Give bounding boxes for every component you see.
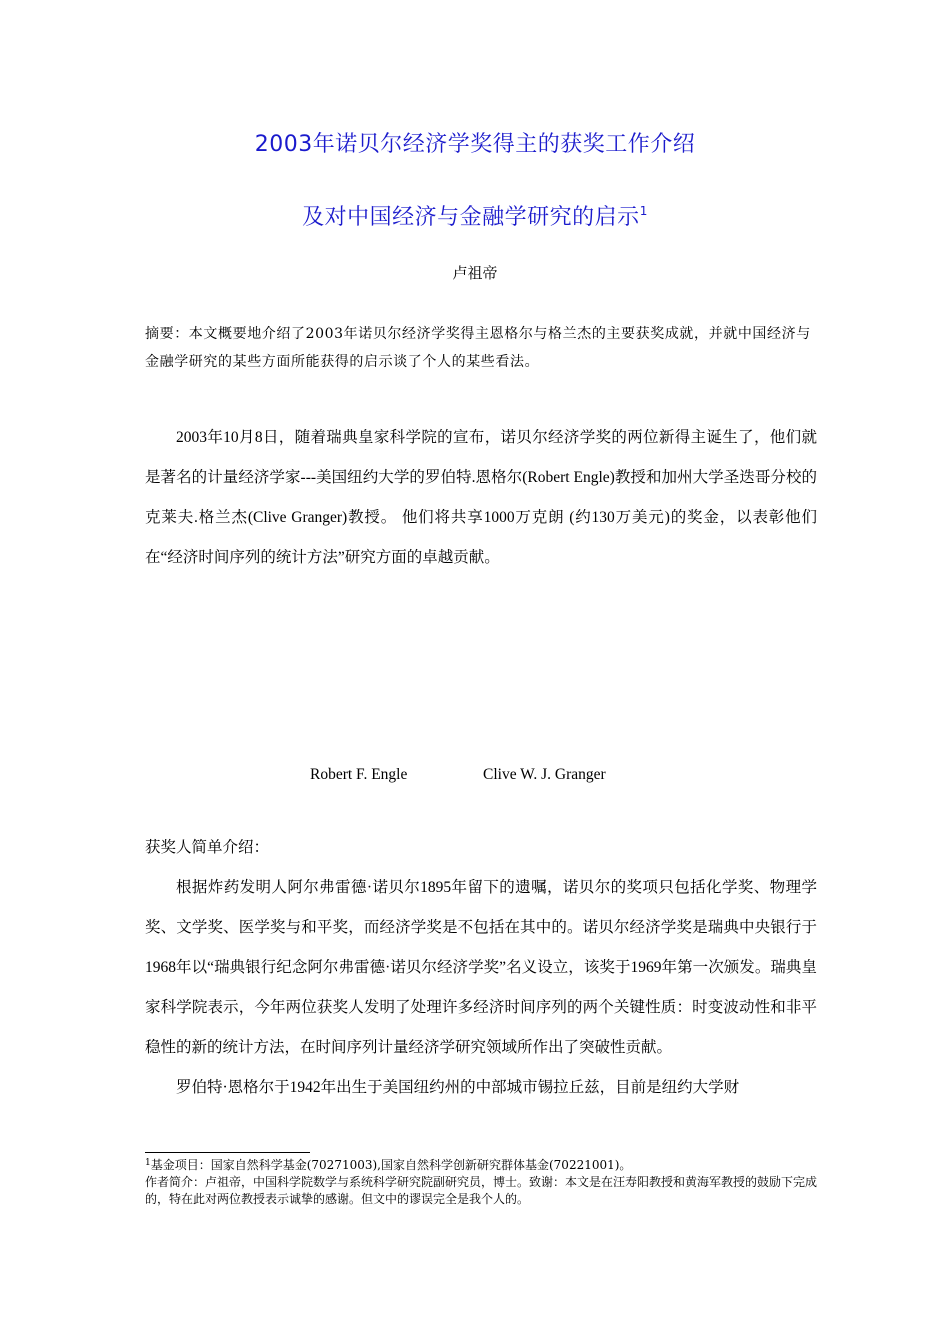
footnote-1-text: 基金项目：国家自然科学基金(70271003),国家自然科学创新研究群体基金(70221001)。 [150, 1158, 632, 1172]
footnote-mark: 1 [145, 1158, 151, 1168]
caption-engle: Robert F. Engle [310, 766, 408, 783]
footnotes [145, 1157, 817, 1208]
caption-granger: Clive W. J. Granger [483, 766, 606, 783]
body-paragraph-1 [145, 418, 817, 578]
footnote-2-text: 作者简介：卢祖帝，中国科学院数学与系统科学研究院副研究员，博士。致谢：本文是在汪寿阳教授和黄海军教授的鼓励下完成的，特在此对两位教授表示诚挚的感谢。但文中的谬误完全是我个人的。 [145, 1175, 818, 1206]
abstract-text: 摘要：本文概要地介绍了2003年诺贝尔经济学奖得主恩格尔与格兰杰的主要获奖成就，并就中国经济与金融学研究的某些方面所能获得的启示谈了个人的某些看法。 [145, 326, 811, 370]
paragraph-3-text: 罗伯特·恩格尔于1942年出生于美国纽约州的中部城市锡拉丘兹，目前是纽约大学财 [176, 1079, 740, 1096]
body-section [145, 828, 817, 1108]
abstract [145, 320, 815, 376]
author-name: 卢祖帝 [452, 264, 498, 282]
title-line-2 [0, 200, 950, 231]
title-footnote-mark[interactable]: 1 [639, 204, 648, 218]
footnote-divider [145, 1152, 310, 1153]
footnote-1 [145, 1157, 817, 1174]
paragraph-1-text: 2003年10月8日，随着瑞典皇家科学院的宣布，诺贝尔经济学奖的两位新得主诞生了，他们就是著名的计量经济学家---美国纽约大学的罗伯特.恩格尔(Robert Engle)教授和加州大学圣迭哥分校的克莱夫.格兰杰(Clive Granger)教授。 他们将共享1000万克朗 (约130万美元)的奖金，以表彰他们在“经济时间序列的统计方法”研究方面的卓越贡献。 [145, 429, 817, 566]
footnote-2 [145, 1174, 817, 1208]
title-line-1 [0, 127, 950, 158]
photo-area [0, 582, 950, 752]
title-line-2-text: 及对中国经济与金融学研究的启示 [302, 205, 640, 230]
section-heading: 获奖人简单介绍： [145, 839, 270, 856]
title-line-1-text: 2003年诺贝尔经济学奖得主的获奖工作介绍 [254, 132, 696, 157]
paragraph-2-text: 根据炸药发明人阿尔弗雷德·诺贝尔1895年留下的遗嘱，诺贝尔的奖项只包括化学奖、物理学奖、文学奖、医学奖与和平奖，而经济学奖是不包括在其中的。诺贝尔经济学奖是瑞典中央银行于1968年以“瑞典银行纪念阿尔弗雷德·诺贝尔经济学奖”名义设立，该奖于1969年第一次颁发。瑞典皇家科学院表示，今年两位获奖人发明了处理许多经济时间序列的两个关键性质：时变波动性和非平稳性的新的统计方法，在时间序列计量经济学研究领域所作出了突破性贡献。 [145, 879, 817, 1056]
